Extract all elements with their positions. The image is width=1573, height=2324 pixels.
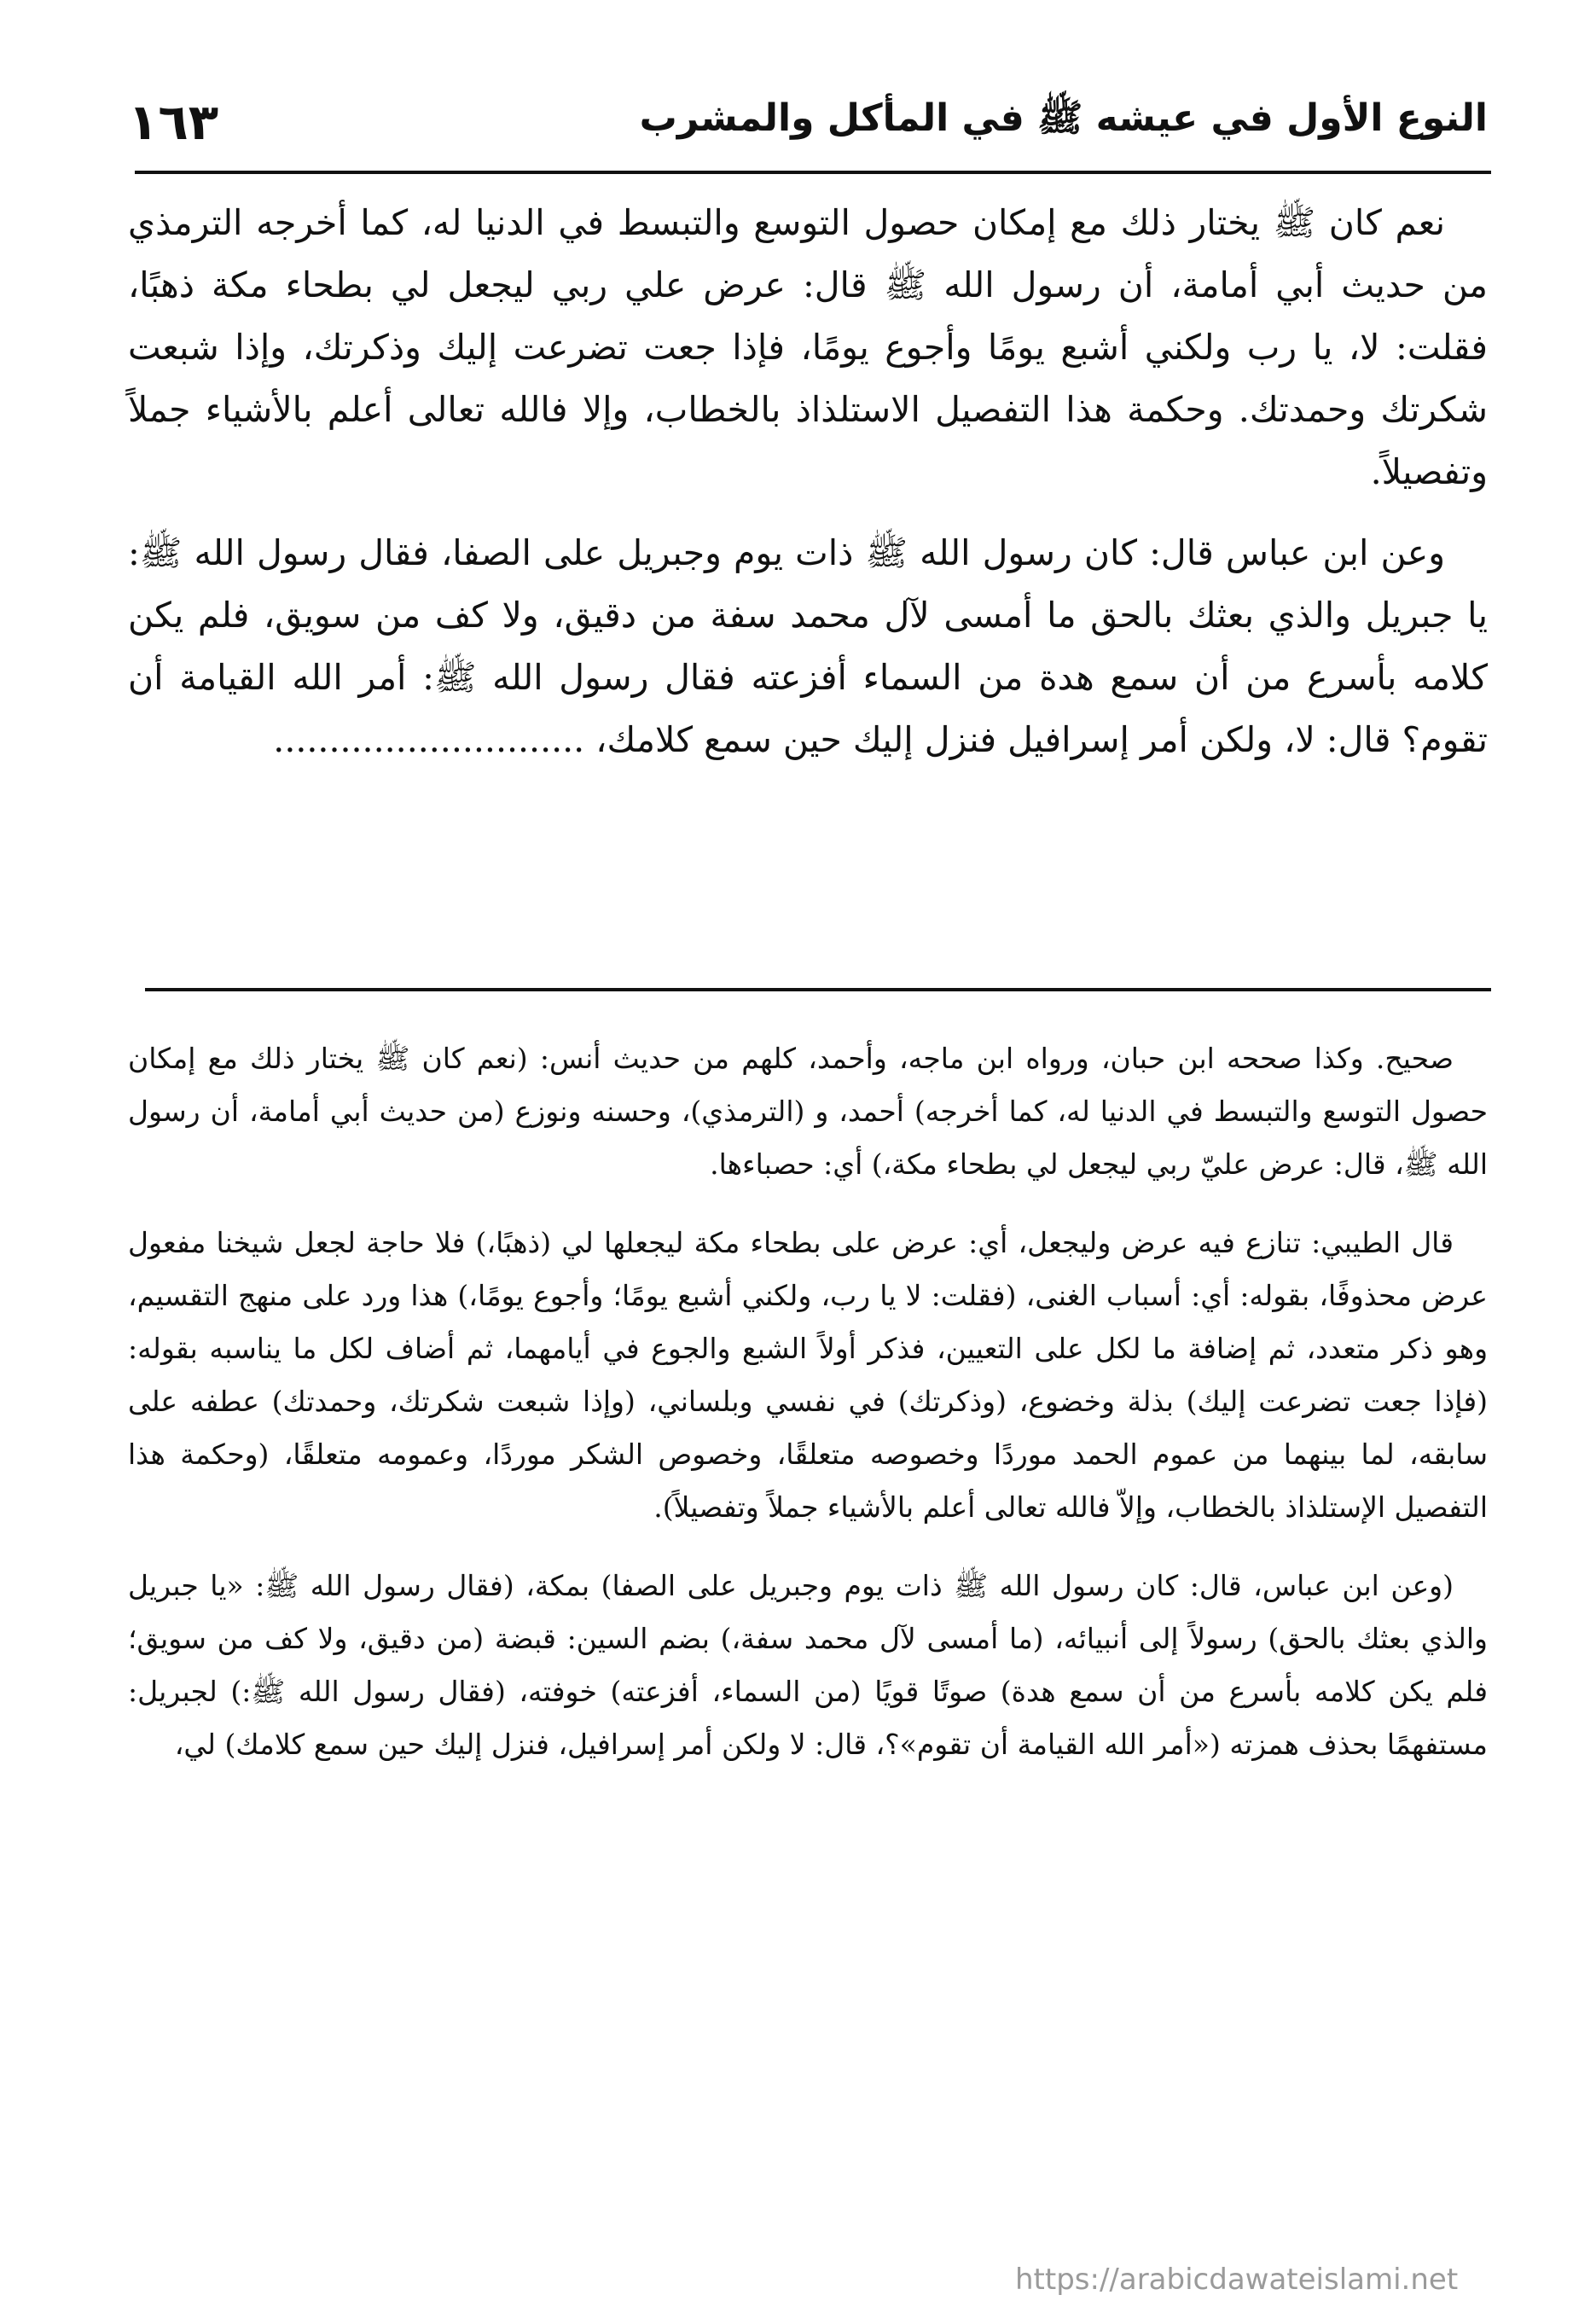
commentary-text	[128, 1032, 1488, 2176]
commentary-paragraph: قال الطيبي: تنازع فيه عرض وليجعل، أي: عرض على بطحاء مكة ليجعلها لي (ذهبًا،) فلا حاجة لجعل شيخنا مفعول عرض محذوفًا، بقوله: أي: أسباب الغنى، (فقلت: لا يا رب، ولكني أشبع يومًا؛ وأجوع يومًا،) هذا ورد على منهج التقسيم، وهو ذكر متعدد، ثم إضافة ما لكل على التعيين، فذكر أولاً الشبع والجوع في أيامهما، ثم أضاف لكل ما يناسبه بقوله: (فإذا جعت تضرعت إليك) بذلة وخضوع، (وذكرتك) في نفسي وبلساني، (وإذا شبعت شكرتك، وحمدتك) عطفه على سابقه، لما بينهما من عموم الحمد موردًا وخصوصه متعلقًا، وخصوص الشكر موردًا، وعمومه متعلقًا، (وحكمة هذا التفصيل الإستلذاذ بالخطاب، وإلاّ فالله تعالى أعلم بالأشياء جملاً وتفصيلاً).	[128, 1226, 1488, 1524]
page-number: ١٦٣	[128, 93, 219, 151]
commentary-paragraph: (وعن ابن عباس، قال: كان رسول الله ﷺ ذات يوم وجبريل على الصفا) بمكة، (فقال رسول الله ﷺ: «يا جبريل والذي بعثك بالحق) رسولاً إلى أنبيائه، (ما أمسى لآل محمد سفة،) بضم السين: قبضة (من دقيق، ولا كف من سويق؛ فلم يكن كلامه بأسرع من أن سمع هدة) صوتًا قويًا (من السماء، أفزعته) خوفته، (فقال رسول الله ﷺ:) لجبريل: مستفهمًا بحذف همزته («أمر الله القيامة أن تقوم»؟، قال: لا ولكن أمر إسرافيل، فنزل إليك حين سمع كلامك) لي،	[128, 1569, 1488, 1761]
main-paragraph: نعم كان ﷺ يختار ذلك مع إمكان حصول التوسع والتبسط في الدنيا له، كما أخرجه الترمذي من حديث أبي أمامة، أن رسول الله ﷺ قال: عرض علي ربي ليجعل لي بطحاء مكة ذهبًا، فقلت: لا، يا رب ولكني أشبع يومًا وأجوع يومًا، فإذا جعت تضرعت إليك وذكرتك، وإذا شبعت شكرتك وحمدتك. وحكمة هذا التفصيل الاستلذاذ بالخطاب، وإلا فالله تعالى أعلم بالأشياء جملاً وتفصيلاً.	[128, 202, 1488, 492]
watermark-url: https://arabicdawateislami.net	[1015, 2263, 1459, 2297]
running-title: النوع الأول في عيشه ﷺ في المأكل والمشرب	[639, 96, 1488, 140]
main-text	[128, 192, 1488, 956]
header-rule	[135, 171, 1491, 174]
commentary-paragraph: صحيح. وكذا صححه ابن حبان، ورواه ابن ماجه، وأحمد، كلهم من حديث أنس: (نعم كان ﷺ يختار ذلك مع إمكان حصول التوسع والتبسط في الدنيا له، كما أخرجه) أحمد، و (الترمذي)، وحسنه ونوزع (من حديث أبي أمامة، أن رسول الله ﷺ، قال: عرض عليّ ربي ليجعل لي بطحاء مكة،) أي: حصباءها.	[128, 1042, 1488, 1181]
footnote-divider	[145, 988, 1491, 991]
main-paragraph: وعن ابن عباس قال: كان رسول الله ﷺ ذات يوم وجبريل على الصفا، فقال رسول الله ﷺ: يا جبريل والذي بعثك بالحق ما أمسى لآل محمد سفة من دقيق، ولا كف من سويق، فلم يكن كلامه بأسرع من أن سمع هدة من السماء أفزعته فقال رسول الله ﷺ: أمر الله القيامة أن تقوم؟ قال: لا، ولكن أمر إسرافيل فنزل إليك حين سمع كلامك، ............................	[128, 532, 1488, 760]
page-header	[128, 75, 1488, 169]
